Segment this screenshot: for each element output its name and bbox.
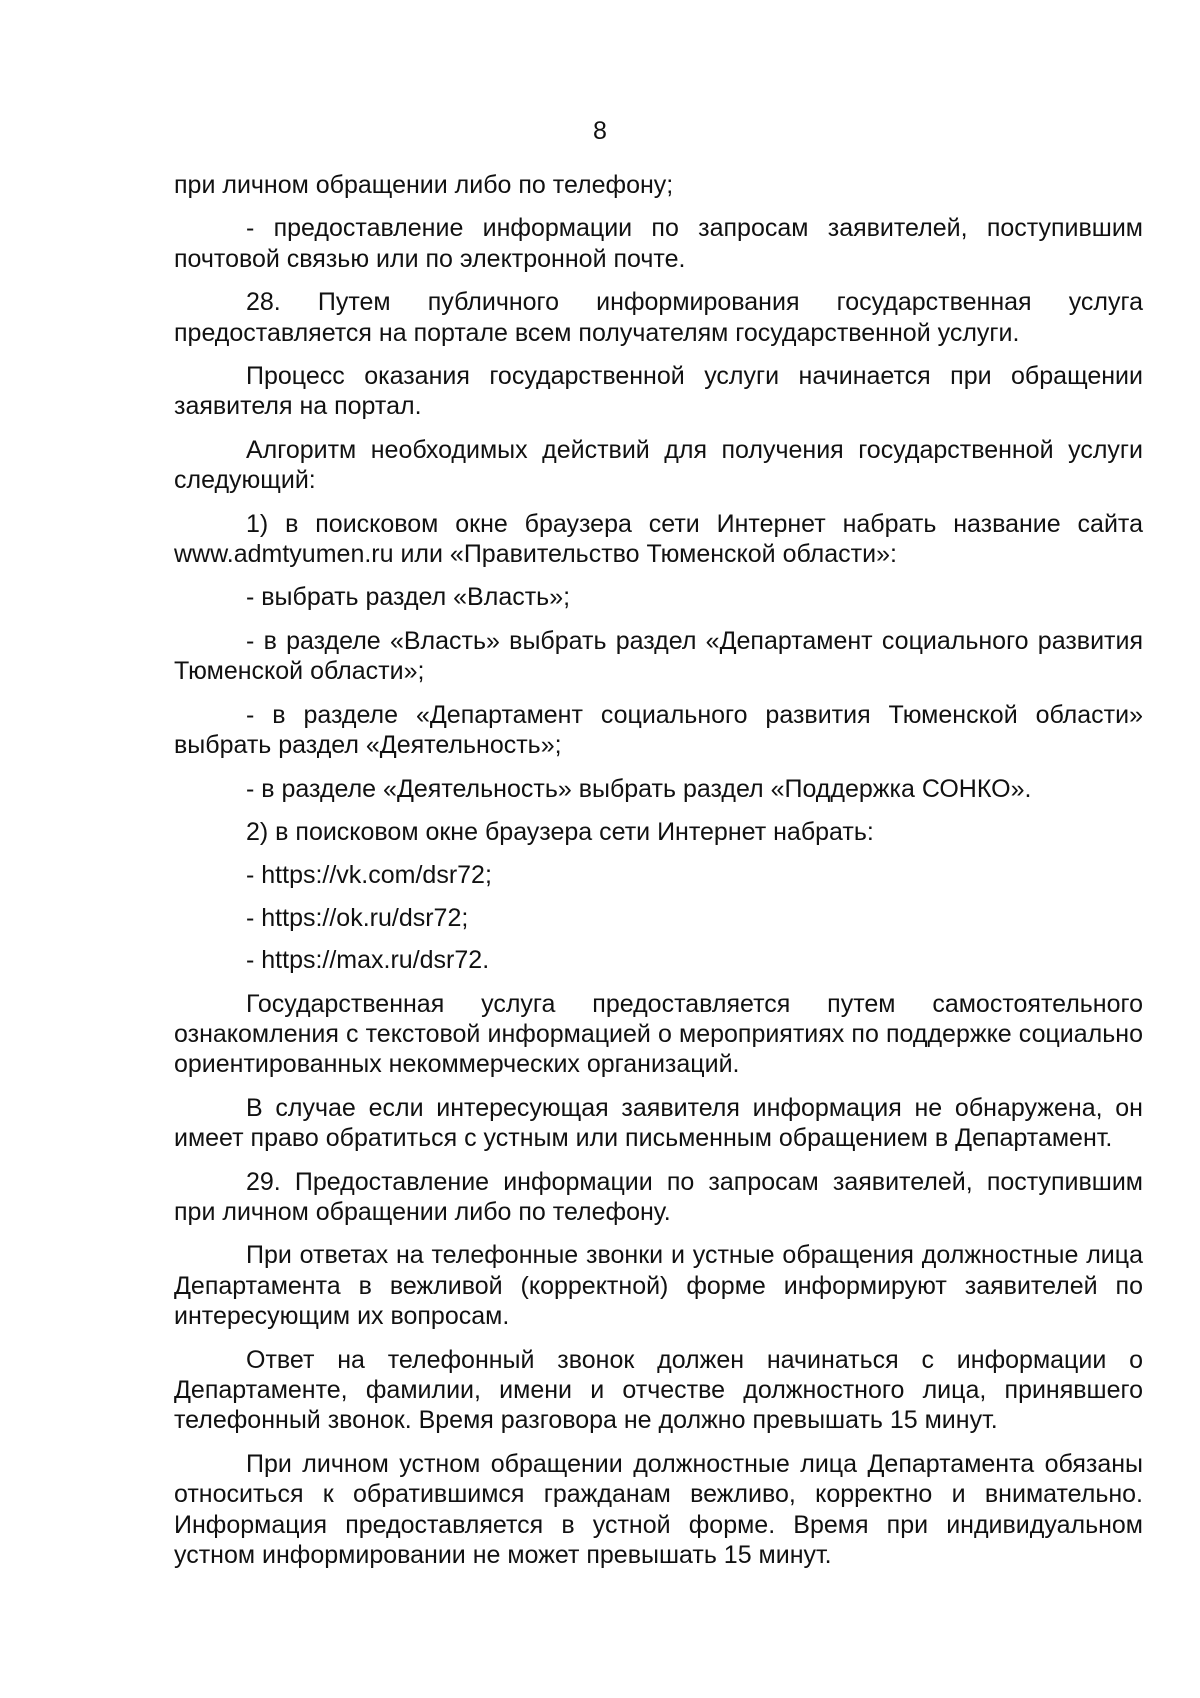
paragraph: - в разделе «Власть» выбрать раздел «Департамент социального развития Тюменской области»; bbox=[174, 626, 1143, 686]
paragraph: - https://max.ru/dsr72. bbox=[246, 946, 490, 975]
paragraph: 1) в поисковом окне браузера сети Интернет набрать название сайта www.admtyumen.ru или «Правительство Тюменской области»: bbox=[174, 509, 1143, 569]
paragraph: - https://ok.ru/dsr72; bbox=[246, 903, 469, 932]
paragraph: 29. Предоставление информации по запросам заявителей, поступившим при личном обращении либо по телефону. bbox=[174, 1167, 1143, 1226]
paragraph: Процесс оказания государственной услуги начинается при обращении заявителя на портал. bbox=[174, 362, 1143, 421]
paragraph: При личном устном обращении должностные лица Департамента обязаны относиться к обратившимся гражданам вежливо, корректно и внимательно. Информация предоставляется в устной форме. Время при индивидуальном устном информировании не может превышать 15 минут. bbox=[174, 1449, 1143, 1570]
paragraph: Государственная услуга предоставляется путем самостоятельного ознакомления с текстовой информацией о мероприятиях по поддержке социально ориентированных некоммерческих организаций. bbox=[174, 989, 1143, 1079]
paragraph: при личном обращении либо по телефону; bbox=[174, 171, 674, 199]
paragraph: - https://vk.com/dsr72; bbox=[246, 861, 492, 890]
paragraph: - в разделе «Деятельность» выбрать раздел «Поддержка СОНКО». bbox=[246, 774, 1032, 803]
paragraph: В случае если интересующая заявителя информация не обнаружена, он имеет право обратиться с устным или письменным обращением в Департамент. bbox=[174, 1093, 1143, 1153]
paragraph: - в разделе «Департамент социального развития Тюменской области» выбрать раздел «Деятельность»; bbox=[174, 700, 1143, 760]
paragraph: - выбрать раздел «Власть»; bbox=[246, 583, 571, 612]
paragraph: 2) в поисковом окне браузера сети Интернет набрать: bbox=[246, 817, 874, 846]
paragraph: Алгоритм необходимых действий для получения государственной услуги следующий: bbox=[174, 435, 1143, 495]
paragraph: - предоставление информации по запросам заявителей, поступившим почтовой связью или по электронной почте. bbox=[174, 214, 1143, 273]
paragraph: Ответ на телефонный звонок должен начинаться с информации о Департаменте, фамилии, имени и отчестве должностного лица, принявшего телефонный звонок. Время разговора не должно превышать 15 минут. bbox=[174, 1345, 1143, 1435]
page-number: 8 bbox=[593, 117, 607, 145]
paragraph: 28. Путем публичного информирования государственная услуга предоставляется на портале всем получателям государственной услуги. bbox=[174, 288, 1143, 347]
document-body bbox=[174, 170, 1143, 1583]
paragraph: При ответах на телефонные звонки и устные обращения должностные лица Департамента в вежливой (корректной) форме информируют заявителей по интересующим их вопросам. bbox=[174, 1241, 1143, 1331]
